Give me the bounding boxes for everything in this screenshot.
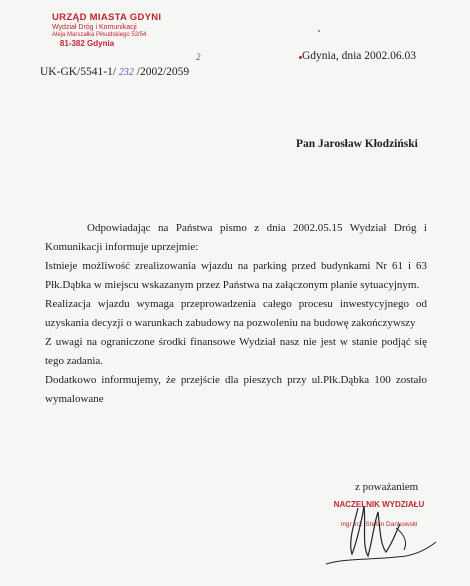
reference-handwritten-mark: 2 xyxy=(196,52,201,62)
letter-body xyxy=(45,219,427,409)
body-paragraph: Z uwagi na ograniczone środki finansowe Wydział nasz nie jest w stanie podjąć się tego zadania. xyxy=(45,336,427,367)
reference-suffix: /2002/2059 xyxy=(136,66,190,78)
office-stamp xyxy=(52,12,162,48)
stamp-line-address: Aleja Marszałka Piłsudskiego 52/54 xyxy=(52,32,147,38)
place-and-date: Gdynia, dnia 2002.06.03 xyxy=(302,50,417,62)
recipient-name: Pan Jarosław Kłodziński xyxy=(296,138,418,150)
stamp-line-postcode: 81-382 Gdynia xyxy=(59,39,115,48)
signatory-title: NACZELNIK WYDZIAŁU xyxy=(333,500,425,509)
handwritten-signature xyxy=(296,494,446,574)
stamp-line-office: URZĄD MIASTA GDYNI xyxy=(52,12,162,23)
body-paragraph: Dodatkowo informujemy, że przejście dla pieszych przy ul.Płk.Dąbka 100 zostało wymalowane xyxy=(45,374,427,405)
ink-mark xyxy=(318,30,320,32)
body-paragraph: Odpowiadając na Państwa pismo z dnia 2002.05.15 Wydział Dróg i Komunikacji informuje uprzejmie: xyxy=(45,222,427,253)
reference-handwritten: 232 xyxy=(118,67,134,78)
body-paragraph: Realizacja wjazdu wymaga przeprowadzenia całego procesu inwestycyjnego od uzyskania decyzji o warunkach zabudowy na pozwoleniu na budowę zakończywszy xyxy=(45,298,427,329)
reference-number xyxy=(40,52,201,78)
reference-prefix: UK-GK/5541-1/ xyxy=(40,66,117,78)
body-paragraph: Istnieje możliwość zrealizowania wjazdu na parking przed budynkami Nr 61 i 63 Płk.Dąbka w miejscu wskazanym przez Państwa na załączonym planie sytuacyjnym. xyxy=(45,260,427,291)
signatory-name: mgr inż. Stefan Dankowski xyxy=(340,521,418,528)
stamp-line-department: Wydział Dróg i Komunikacji xyxy=(52,24,137,31)
closing-phrase: z poważaniem xyxy=(355,481,419,493)
